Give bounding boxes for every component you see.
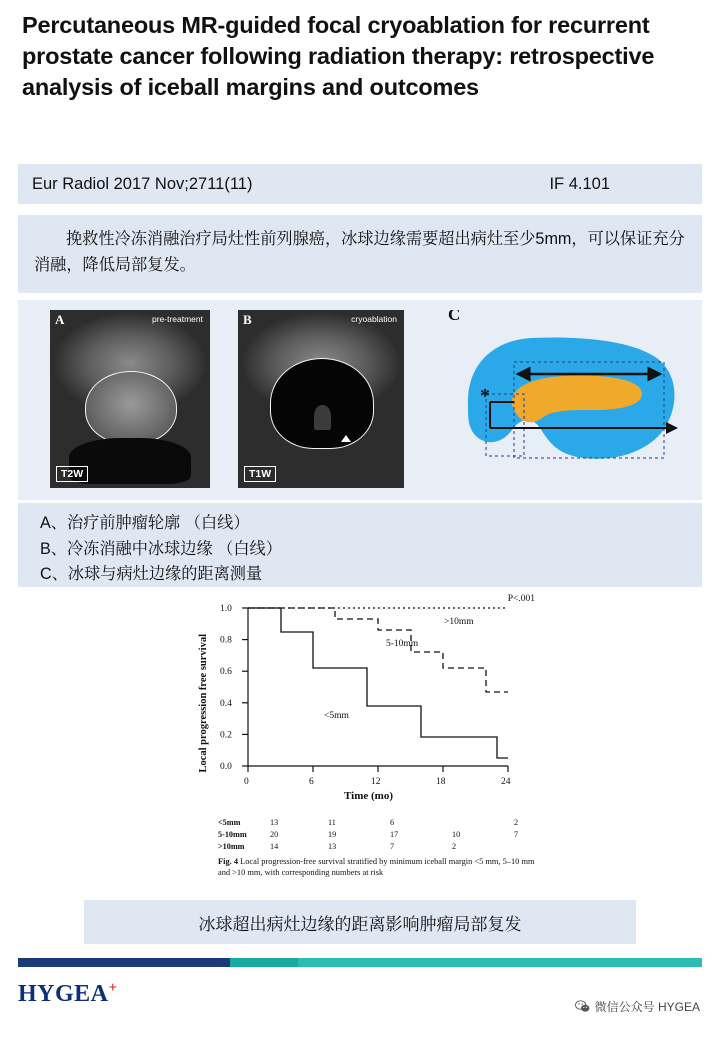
summary-box [18,215,702,293]
risk-cell [514,840,536,852]
table-row [218,840,536,852]
risk-row-label-gt10: >10mm [218,841,245,851]
svg-text:1.0: 1.0 [220,604,232,614]
figure-panel-b [238,310,404,488]
footer-color-bar [18,958,702,967]
risk-cell [452,816,514,828]
km-plot-svg [196,594,541,794]
p-value-annotation: P<.001 [507,594,535,604]
footer-bar-segment-teal [230,958,298,967]
figure-band [18,300,702,500]
risk-cell: 6 [390,817,395,827]
figure-caption-number: Fig. 4 [218,857,239,866]
x-tick-labels [244,766,511,787]
risk-cell: 2 [514,817,519,827]
panel-b-letter: B [243,312,252,327]
svg-text:0.2: 0.2 [220,730,232,741]
iceball-notch-b [314,405,331,430]
iceball-margin-diagram [428,310,696,490]
footer-bar-segment-light-teal [298,958,702,967]
y-axis-label: Local progression free survival [198,634,209,773]
panel-a-sequence-tag: T2W [56,466,88,482]
figure-caption-text: Local progression-free survival stratified by minimum iceball margin <5 mm, 5–10 mm and >10 mm, with corresponding numbers at risk [218,857,535,878]
footer-bar-segment-blue [18,958,230,967]
figure-panel-c [428,310,696,490]
conclusion-text: 冰球超出病灶边缘的距离影响肿瘤局部复发 [198,914,522,934]
impact-factor: IF 4.101 [549,174,610,193]
svg-text:12: 12 [371,777,381,787]
numbers-at-risk-table [218,816,536,852]
svg-text:6: 6 [309,777,314,787]
wechat-label: 微信公众号 HYGEA [594,1000,700,1014]
panel-c-asterisk: * [480,385,490,407]
panel-b-caption: cryoablation [351,314,397,324]
figure-panel-a [50,310,210,488]
risk-cell: 11 [328,817,336,827]
svg-text:0.8: 0.8 [220,635,232,646]
panel-b-sequence-tag: T1W [244,466,276,482]
table-row [218,828,536,840]
risk-cell: 14 [270,841,279,851]
svg-text:18: 18 [436,777,446,787]
risk-cell: 13 [328,841,337,851]
brand-logo-plus-icon: + [108,980,118,996]
tumor-outline-a [85,371,177,444]
table-row [218,816,536,828]
y-tick-labels [220,604,248,772]
brand-logo [18,980,118,1008]
km-chart-area [18,590,702,900]
series-label-5to10mm: 5-10mm [386,639,419,649]
risk-cell: 10 [452,829,461,839]
risk-row-label-5to10: 5-10mm [218,829,247,839]
risk-row-label-lt5: <5mm [218,817,241,827]
risk-cell: 19 [328,829,337,839]
figure-caption [218,856,548,879]
conclusion-box [84,900,636,944]
wechat-footer [575,998,700,1015]
page-title: Percutaneous MR-guided focal cryoablation for recurrent prostate cancer following radiation therapy: retrospective analysis of iceball margins and outcomes [22,12,655,101]
brand-logo-text: HYGEA [18,981,109,1007]
svg-text:24: 24 [501,777,511,787]
risk-cell: 2 [452,841,457,851]
wechat-icon [575,1000,590,1013]
risk-cell: 13 [270,817,279,827]
svg-text:0: 0 [244,777,249,787]
series-label-lt5mm: <5mm [324,711,349,721]
risk-cell: 7 [514,829,519,839]
series-label-gt10mm: >10mm [444,617,474,627]
svg-text:0.0: 0.0 [220,762,232,772]
km-chart [196,594,541,894]
risk-cell: 20 [270,829,279,839]
panel-a-letter: A [55,312,65,327]
legend-line-c: C、冰球与病灶边缘的距离测量 [40,565,263,584]
panel-c-letter: C [448,310,461,324]
x-axis-label: Time (mo) [344,790,393,802]
legend-line-a: A、治疗前肿瘤轮廓 （白线） [40,514,250,532]
panel-a-caption: pre-treatment [151,314,203,324]
summary-text: 挽救性冷冻消融治疗局灶性前列腺癌，冰球边缘需要超出病灶至少5mm，可以保证充分消融，降低局部复发。 [34,230,685,275]
legend-line-b: B、冷冻消融中冰球边缘 （白线） [40,539,282,558]
svg-text:0.4: 0.4 [220,698,232,709]
svg-text:0.6: 0.6 [220,667,232,678]
journal-bar [18,164,702,204]
iceball-outline-b [270,358,375,449]
arrowhead-marker-b [341,435,351,442]
journal-citation: Eur Radiol 2017 Nov;2711(11) [32,174,253,193]
risk-cell: 7 [390,841,395,851]
risk-cell: 17 [390,829,399,839]
figure-legend-box [18,503,702,587]
